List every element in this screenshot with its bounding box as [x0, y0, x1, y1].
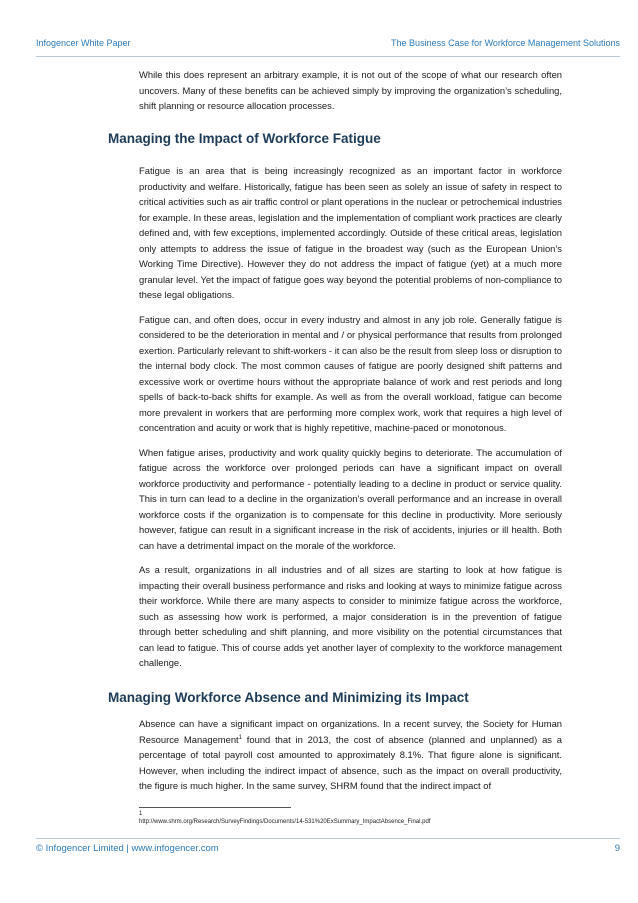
fatigue-paragraph-4: As a result, organizations in all industries and of all sizes are starting to look at how fatigue is impacting their overall business performance and risks and looking at ways to minimize fatigue across their workforce. While there are many aspects to consider to minimize fatigue across the workforce, such as assessing how work is performed, a major consideration is in the prevention of fatigue through better scheduling and shift planning, and more visibility on the potential circumstances that can lead to fatigue. This of course adds yet another layer of complexity to the workforce management challenge. [139, 564, 562, 668]
section-heading-fatigue: Managing the Impact of Workforce Fatigue [108, 131, 381, 146]
fatigue-paragraph-2: Fatigue can, and often does, occur in every industry and almost in any job role. Generally fatigue is considered to be the deterioration in mental and / or physical performance that results from prolonged exertion. Particularly relevant to shift-workers - it can also be the result from sleep loss or disruption to the internal body clock. The most common causes of fatigue are poorly designed shift patterns and excessive work or overtime hours without the appropriate balance of work and rest periods and long spells of back-to-back shifts for example. As well as from the overall workload, fatigue can become more prevalent in workers that are performing more complex work, work that requires a high level of concentration and acuity or work that is highly repetitive, machine-paced or monotonous. [139, 313, 562, 433]
section-absence-body [139, 716, 562, 803]
absence-text-start: Absence can have a significant impact on organizations. In a recent survey, the Society for Human Resource Management [139, 718, 562, 745]
footnote [139, 810, 579, 826]
section-heading-absence: Managing Workforce Absence and Minimizing its Impact [108, 690, 469, 705]
footer-divider [36, 838, 620, 839]
footnote-mark: 1 [139, 811, 143, 817]
absence-paragraph-1 [139, 716, 562, 794]
footer-copyright: © Infogencer Limited | www.infogencer.com [36, 843, 219, 854]
intro-block [139, 67, 562, 123]
header-divider [36, 56, 620, 57]
intro-paragraph: While this does represent an arbitrary example, it is not out of the scope of what our research often uncovers. Many of these benefits can be achieved simply by improving the organization’s scheduling, shift planning or resource allocation processes. [139, 69, 562, 111]
absence-text-end: found that in 2013, the cost of absence (planned and unplanned) as a percentage of total payroll cost amounted to approximately 8.1%. That figure alone is significant. However, when including the indirect impact of absence, such as the impact on overall productivity, the figure is much higher. In the same survey, SHRM found that the indirect impact of [139, 733, 562, 791]
fatigue-paragraph-3: When fatigue arises, productivity and work quality quickly begins to deteriorate. The accumulation of fatigue across the workforce over prolonged periods can have a significant impact on overall workforce productivity and performance - potentially leading to a decline in product or service quality. This in turn can lead to a decline in the organization’s overall performance and an increase in overall workforce costs if the organization is to compensate for this decline in productivity. More seriously however, fatigue can result in a significant increase in the risk of accidents, injuries or ill health. Both can have a detrimental impact on the morale of the workforce. [139, 446, 562, 551]
footnote-url[interactable]: http://www.shrm.org/Research/SurveyFindings/Documents/14-531%20ExSummary_ImpactAbsence_Final.pdf [139, 819, 431, 825]
header-doc-type: Infogencer White Paper [36, 38, 131, 48]
section-fatigue-body [139, 163, 562, 680]
page-header [36, 38, 620, 52]
footnote-divider [139, 807, 291, 808]
fatigue-paragraph-1: Fatigue is an area that is being increasingly recognized as an important factor in workforce productivity and welfare. Historically, fatigue has been seen as solely an issue of safety in respect to critical activities such as air traffic control or plant operations in the nuclear or petrochemical industries for example. In these areas, legislation and the implementation of compliant work practices are clearly defined and, with few exceptions, implemented accordingly. Outside of these critical areas, legislation only attempts to address the issue of fatigue in the broadest way (such as the European Union’s Working Time Directive). However they do not address the impact of fatigue (yet) at a much more granular level. Yet the impact of fatigue goes way beyond the potential problems of non-compliance to these legal obligations. [139, 165, 562, 300]
footnote-reference[interactable]: 1 [238, 734, 242, 741]
header-doc-title: The Business Case for Workforce Management Solutions [391, 38, 620, 48]
page-number: 9 [614, 843, 620, 854]
